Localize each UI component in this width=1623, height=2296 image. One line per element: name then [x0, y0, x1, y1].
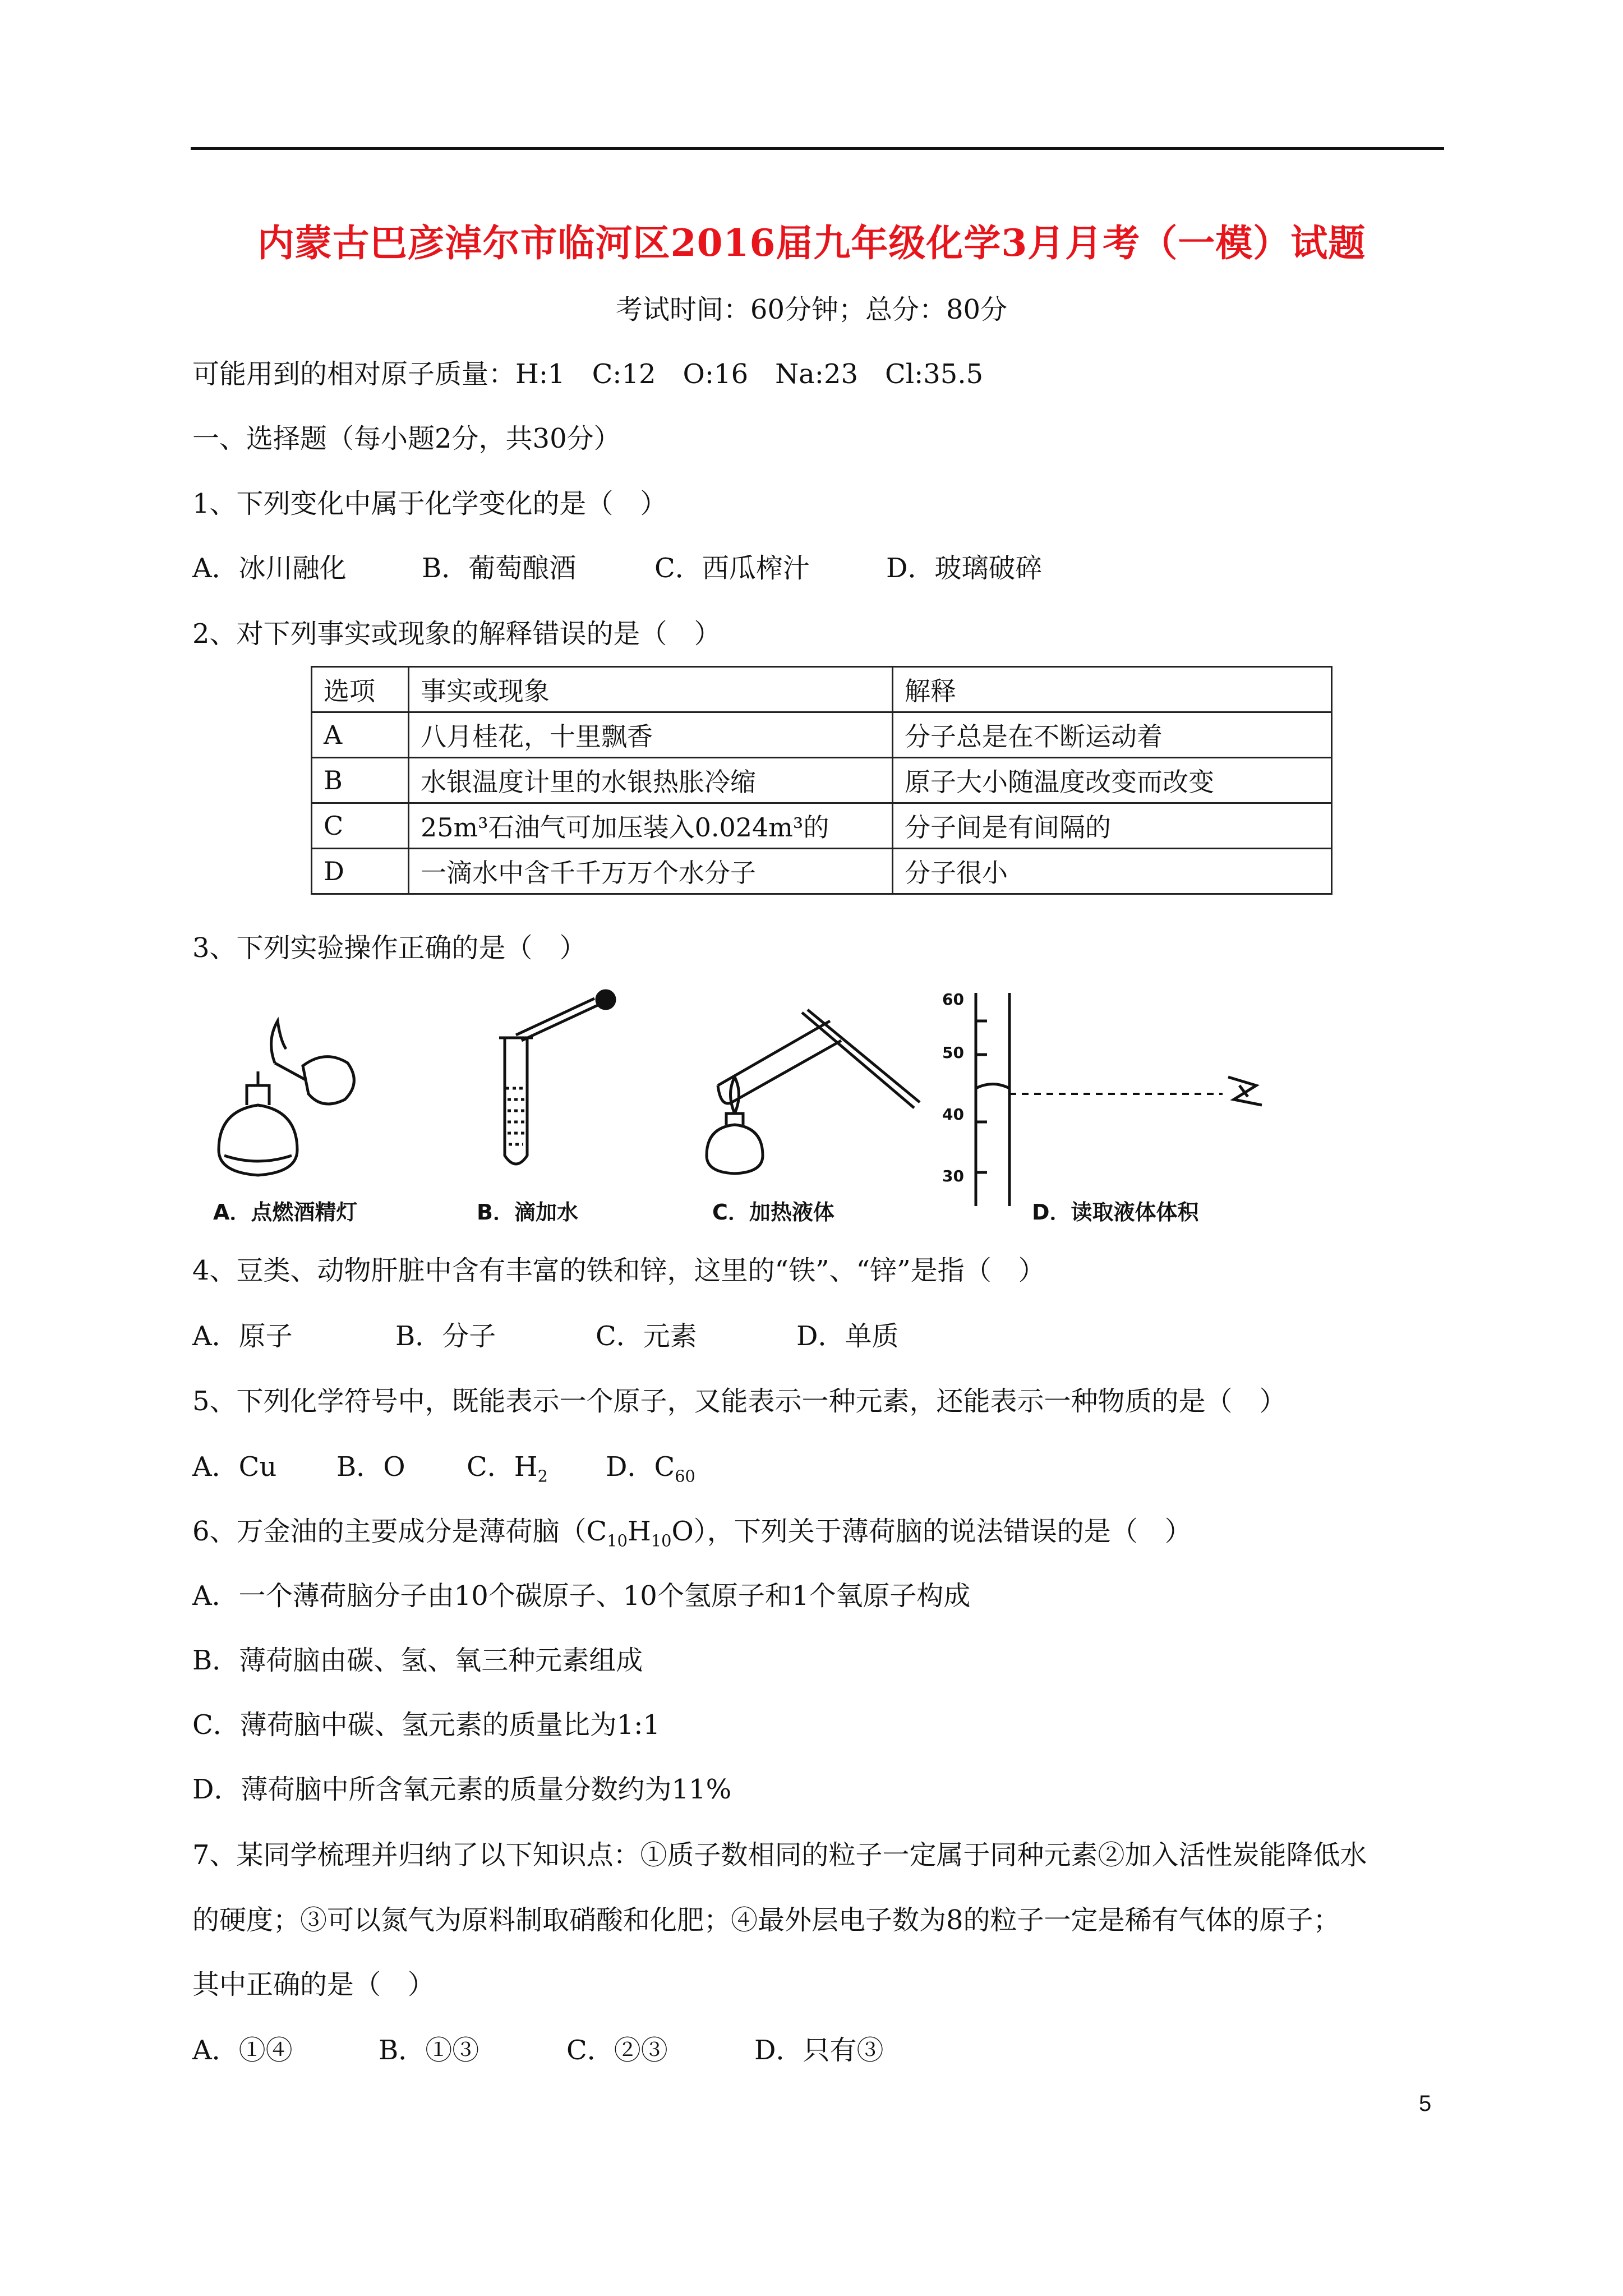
question-1-stem: 1、下列变化中属于化学变化的是（ ）	[192, 488, 667, 519]
q4-option-b: B．分子	[395, 1320, 496, 1352]
header-rule	[191, 147, 1444, 150]
question-7-line-1: 7、某同学梳理并归纳了以下知识点：①质子数相同的粒子一定属于同种元素②加入活性炭能降低水	[192, 1839, 1367, 1871]
q6-subscript-h: 10	[651, 1531, 672, 1550]
q6-option-d: D．薄荷脑中所含氧元素的质量分数约为11%	[192, 1774, 732, 1805]
q5-option-b: B．O	[336, 1451, 405, 1483]
q6-stem-h: H	[627, 1516, 651, 1547]
table-cell: 水银温度计里的水银热胀冷缩	[409, 758, 893, 803]
heated-test-tube-icon	[718, 1010, 920, 1108]
figure-label-d: D．读取液体体积	[1032, 1200, 1199, 1225]
question-7-line-3: 其中正确的是（ ）	[192, 1969, 435, 2000]
exam-title: 内蒙古巴彦淖尔市临河区2016届九年级化学3月月考（一模）试题	[257, 221, 1366, 265]
table-cell: A	[312, 712, 409, 758]
page-number: 5	[1419, 2091, 1432, 2116]
table-cell: 25m³石油气可加压装入0.024m³的	[409, 803, 893, 849]
q4-option-c: C．元素	[596, 1320, 697, 1352]
heating-lamp-icon	[707, 1077, 763, 1174]
table-cell: C	[312, 803, 409, 849]
question-4-stem: 4、豆类、动物肝脏中含有丰富的铁和锌，这里的“铁”、“锌”是指（ ）	[192, 1255, 1045, 1286]
table-cell: 一滴水中含千千万万个水分子	[409, 849, 893, 894]
table-cell: 分子间是有间隔的	[893, 803, 1332, 849]
q5-option-c	[467, 1450, 548, 1493]
section-heading: 一、选择题（每小题2分，共30分）	[192, 423, 621, 454]
alcohol-lamp-icon	[219, 1071, 297, 1175]
q2-table	[311, 666, 1332, 895]
q5-option-c-subscript: 2	[537, 1466, 548, 1486]
question-5-stem: 5、下列化学符号中，既能表示一个原子，又能表示一种元素，还能表示一种物质的是（ ）	[192, 1386, 1287, 1417]
tilted-lamp-icon	[271, 1021, 354, 1104]
q6-stem-start: 6、万金油的主要成分是薄荷脑（C	[192, 1516, 607, 1547]
q7-option-d: D．只有③	[754, 2035, 884, 2066]
table-cell: B	[312, 758, 409, 803]
q4-option-d: D．单质	[796, 1320, 899, 1352]
table-header-cell: 选项	[312, 667, 409, 712]
table-cell: 原子大小随温度改变而改变	[893, 758, 1332, 803]
cylinder-tick-50: 50	[942, 1043, 964, 1062]
q7-option-c: C．②③	[566, 2035, 668, 2066]
q5-option-c-text: C．H	[467, 1451, 538, 1483]
q1-option-b: B．葡萄酿酒	[422, 553, 577, 584]
q5-option-d	[606, 1450, 695, 1493]
figure-label-b: B．滴加水	[477, 1200, 578, 1225]
table-row	[312, 758, 1332, 803]
cylinder-tick-40: 40	[942, 1105, 964, 1124]
figure-label-c: C．加热液体	[712, 1200, 834, 1225]
q1-option-c: C．西瓜榨汁	[654, 553, 810, 584]
cylinder-tick-60: 60	[942, 990, 964, 1009]
cylinder-tick-30: 30	[942, 1167, 964, 1185]
question-2-stem: 2、对下列事实或现象的解释错误的是（ ）	[192, 618, 721, 650]
q6-stem-end: O），下列关于薄荷脑的说法错误的是（ ）	[671, 1516, 1192, 1547]
q6-option-c: C．薄荷脑中碳、氢元素的质量比为1:1	[192, 1709, 660, 1741]
graduated-cylinder-icon	[976, 993, 1223, 1206]
q1-option-d: D．玻璃破碎	[886, 553, 1043, 584]
table-header-cell: 事实或现象	[409, 667, 893, 712]
question-7-line-2: 的硬度；③可以氮气为原料制取硝酸和化肥；④最外层电子数为8的粒子一定是稀有气体的原子；	[192, 1904, 1340, 1936]
eye-icon	[1228, 1077, 1262, 1105]
question-3-stem: 3、下列实验操作正确的是（ ）	[192, 932, 587, 964]
q7-option-a: A．①④	[192, 2035, 293, 2066]
q5-option-d-subscript: 60	[675, 1466, 695, 1486]
question-6-stem	[192, 1515, 1192, 1558]
q6-option-b: B．薄荷脑由碳、氢、氧三种元素组成	[192, 1645, 643, 1676]
q3-figures	[213, 987, 1301, 1223]
exam-info: 考试时间：60分钟；总分：80分	[615, 294, 1008, 325]
table-cell: 八月桂花，十里飘香	[409, 712, 893, 758]
q1-option-a: A．冰川融化	[192, 553, 347, 584]
q7-option-b: B．①③	[379, 2035, 479, 2066]
q6-subscript-c: 10	[607, 1531, 628, 1550]
table-header-row	[312, 667, 1332, 712]
q5-option-d-text: D．C	[606, 1451, 675, 1483]
table-row	[312, 803, 1332, 849]
lab-operations-illustration	[213, 987, 1301, 1223]
figure-label-a: A．点燃酒精灯	[213, 1200, 358, 1225]
table-header-cell: 解释	[893, 667, 1332, 712]
q4-option-a: A．原子	[192, 1320, 293, 1352]
test-tube-icon	[499, 1038, 533, 1164]
q6-option-a: A．一个薄荷脑分子由10个碳原子、10个氢原子和1个氧原子构成	[192, 1580, 971, 1612]
table-cell: 分子总是在不断运动着	[893, 712, 1332, 758]
dropper-icon	[516, 991, 615, 1041]
q5-option-a: A．Cu	[192, 1451, 277, 1483]
atomic-masses: 可能用到的相对原子质量：H:1 C:12 O:16 Na:23 Cl:35.5	[192, 358, 984, 390]
table-row	[312, 712, 1332, 758]
table-cell: 分子很小	[893, 849, 1332, 894]
table-cell: D	[312, 849, 409, 894]
table-row	[312, 849, 1332, 894]
